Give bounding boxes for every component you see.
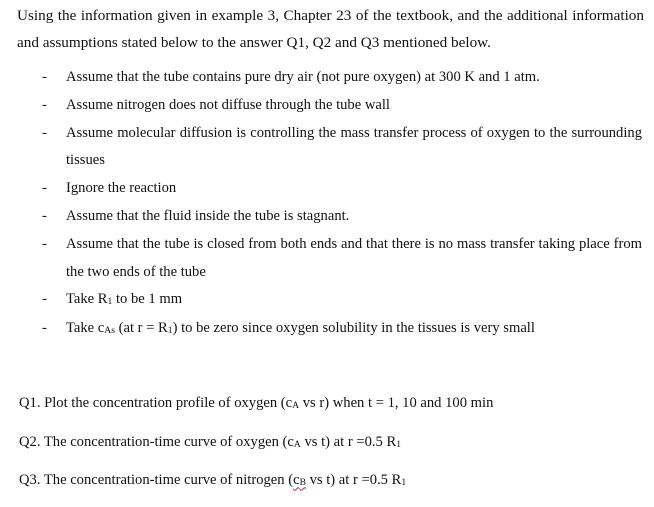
assumption-item-boundary	[0, 315, 654, 344]
assumption-item-closed-ends	[0, 231, 654, 287]
bullet-dash: -	[42, 207, 47, 224]
bullet-dash: -	[42, 96, 47, 113]
assumption-item-reaction	[0, 175, 654, 203]
assumption-item-air	[0, 64, 654, 92]
assumption-text: Assume that the tube contains pure dry air (not pure oxygen) at 300 K and 1 atm.	[66, 69, 540, 85]
assumption-text: Take cAs (at r = R1) to be zero since oxygen solubility in the tissues is very small	[66, 320, 535, 337]
bullet-dash: -	[42, 69, 47, 85]
assumption-text: Assume molecular diffusion is controlling the mass transfer process of oxygen to the surrounding tissues	[66, 124, 642, 169]
intro-text: Using the information given in example 3, Chapter 23 of the textbook, and the additional information and assumptions stated below to the answer Q1, Q2 and Q3 mentioned below.	[17, 7, 644, 51]
assumption-text: Take R1 to be 1 mm	[66, 291, 183, 308]
question-q3: Q3. The concentration-time curve of nitrogen (cB vs t) at r =0.5 R1	[19, 472, 407, 489]
assumption-item-nitrogen	[0, 92, 654, 120]
question-q2: Q2. The concentration-time curve of oxygen (cA vs t) at r =0.5 R1	[19, 433, 402, 450]
assumption-text: Assume nitrogen does not diffuse through the tube wall	[66, 96, 390, 113]
question-list	[19, 391, 644, 507]
bullet-dash: -	[42, 235, 47, 252]
assumption-text: Ignore the reaction	[66, 180, 177, 197]
bullet-dash: -	[42, 180, 47, 197]
bullet-dash: -	[42, 124, 47, 141]
spellcheck-underline: cB	[293, 472, 306, 489]
assumption-list	[0, 64, 654, 344]
assumption-text: Assume that the fluid inside the tube is stagnant.	[66, 207, 350, 224]
bullet-dash: -	[42, 291, 47, 308]
question-q1: Q1. Plot the concentration profile of oxygen (cA vs r) when t = 1, 10 and 100 min	[19, 395, 494, 411]
assumption-item-diffusion	[0, 120, 654, 176]
assumption-item-stagnant	[0, 203, 654, 231]
intro-paragraph	[17, 2, 644, 56]
assumption-text: Assume that the tube is closed from both ends and that there is no mass transfer taking place from the two ends of the tube	[66, 235, 642, 280]
bullet-dash: -	[42, 320, 47, 337]
assumption-item-radius	[0, 286, 654, 315]
